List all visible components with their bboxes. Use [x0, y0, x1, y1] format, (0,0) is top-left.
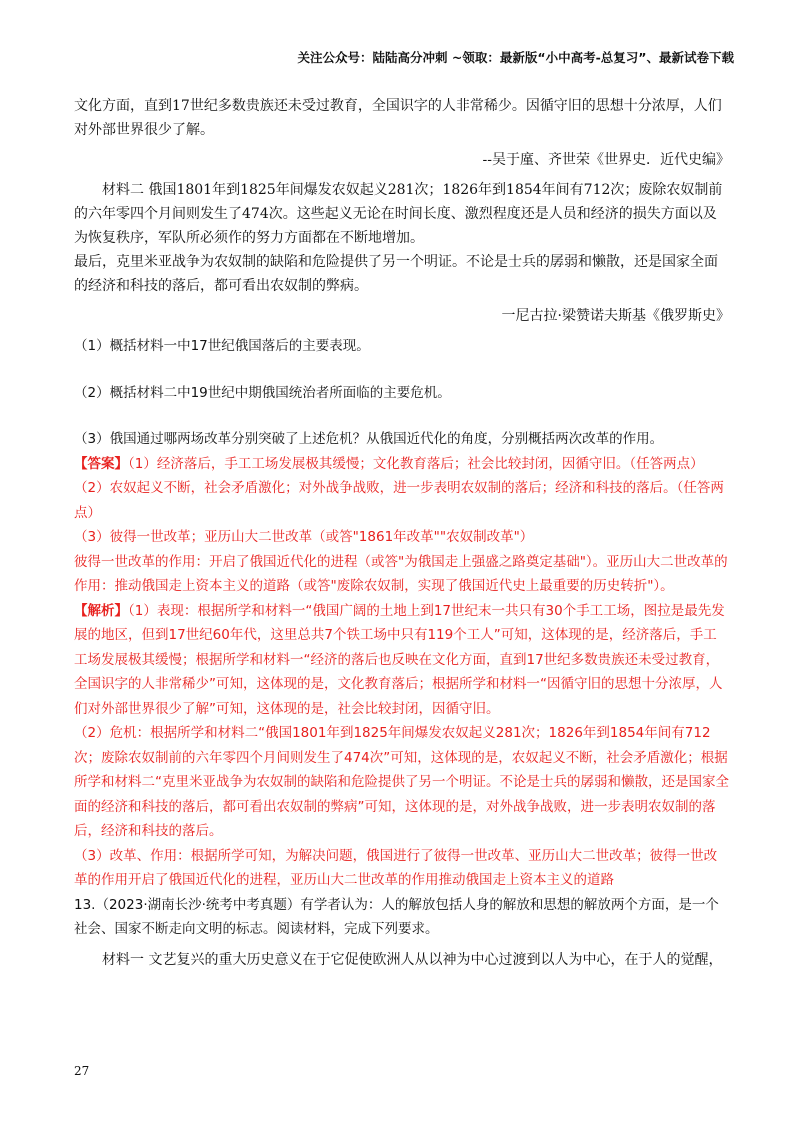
analysis-2: （2）危机：根据所学和材料二“俄国1801年到1825年间爆发农奴起义281次；1826年到1854年间有712次；废除农奴制前的六年零四个月间则发生了474次”可知，这体现的是，农奴起义不断，社会矛盾激化；根据所学和材料二“克里米亚战争为农奴制的缺陷和危险提供了另一个明证。不论是士兵的孱弱和懒散，还是国家全面的经济和科技的落后，都可看出农奴制的弊病”可知，这体现的是，对外战争战败，进一步表明农奴制的落后，经济和科技的落后。	[74, 725, 729, 839]
page-content	[74, 94, 730, 972]
analysis-label: 【解析】	[74, 602, 128, 619]
question-1: （1）概括材料一中17世纪俄国落后的主要表现。	[74, 338, 370, 354]
question-13-material-1: 材料一 文艺复兴的重大历史意义在于它促使欧洲人从以神为中心过渡到以人为中心，在于人的觉醒，	[102, 951, 723, 968]
analysis-1	[74, 599, 730, 722]
answer-2: （2）农奴起义不断，社会矛盾激化；对外战争战败，进一步表明农奴制的落后；经济和科技的落后。（任答两点）	[74, 480, 724, 521]
answer-3: （3）彼得一世改革；亚历山大二世改革（或答"1861年改革""农奴制改革"）	[74, 529, 534, 545]
answer-1	[74, 452, 730, 477]
question-3: （3）俄国通过哪两场改革分别突破了上述危机？从俄国近代化的角度，分别概括两次改革的作用。	[74, 431, 664, 447]
answer-label: 【答案】	[74, 455, 128, 472]
analysis-3: （3）改革、作用：根据所学可知，为解决问题，俄国进行了彼得一世改革、亚历山大二世改革；彼得一世改革的作用开启了俄国近代化的进程，亚历山大二世改革的作用推动俄国走上资本主义的道路	[74, 847, 718, 888]
material1-tail: 文化方面，直到17世纪多数贵族还未受过教育，全国识字的人非常稀少。因循守旧的思想十分浓厚，人们对外部世界很少了解。	[74, 98, 722, 138]
answer-1-text: （1）经济落后，手工工场发展极其缓慢；文化教育落后；社会比较封闭，因循守旧。（任答两点）	[128, 455, 704, 472]
question-13: 13.（2023·湖南长沙·统考中考真题）有学者认为：人的解放包括人身的解放和思想的解放两个方面，是一个社会、国家不断走向文明的标志。阅读材料，完成下列要求。	[74, 896, 719, 937]
material2-source: 一尼古拉·梁赞诺夫斯基《俄罗斯史》	[501, 308, 730, 324]
answer-3-detail: 彼得一世改革的作用：开启了俄国近代化的进程（或答"为俄国走上强盛之路奠定基础"）。亚历山大二世改革的作用：推动俄国走上资本主义的道路（或答"废除农奴制，实现了俄国近代史上最重要的历史转折"）。	[74, 553, 728, 594]
material2-paragraph-2: 最后，克里米亚战争为农奴制的缺陷和危险提供了另一个明证。不论是士兵的孱弱和懒散，还是国家全面的经济和科技的落后，都可看出农奴制的弊病。	[74, 254, 718, 294]
page-number: 27	[74, 1064, 90, 1078]
analysis-1-text: （1）表现：根据所学和材料一“俄国广阔的土地上到17世纪末一共只有30个手工工场，图拉是最先发展的地区，但到17世纪60年代，这里总共7个铁工场中只有119个工人”可知，这体现的是，经济落后，手工工场发展极其缓慢；根据所学和材料一“经济的落后也反映在文化方面，直到17世纪多数贵族还未受过教育，全国识字的人非常稀少”可知，这体现的是，文化教育落后；根据所学和材料一“因循守旧的思想十分浓厚，人们对外部世界很少了解”可知，这体现的是，社会比较封闭，因循守旧。	[74, 602, 725, 717]
page-header: 关注公众号：陆陆高分冲刺 ~领取：最新版“小中高考-总复习”、最新试卷下载	[297, 50, 734, 65]
material2-paragraph-1: 材料二 俄国1801年到1825年间爆发农奴起义281次；1826年到1854年间有712次；废除农奴制前的六年零四个月间则发生了474次。这些起义无论在时间长度、激烈程度还是人员和经济的损失方面以及为恢复秩序，军队所必须作的努力方面都在不断地增加。	[74, 182, 723, 246]
material1-source: --吴于廑、齐世荣《世界史．近代史编》	[482, 152, 730, 168]
question-2: （2）概括材料二中19世纪中期俄国统治者所面临的主要危机。	[74, 384, 451, 401]
